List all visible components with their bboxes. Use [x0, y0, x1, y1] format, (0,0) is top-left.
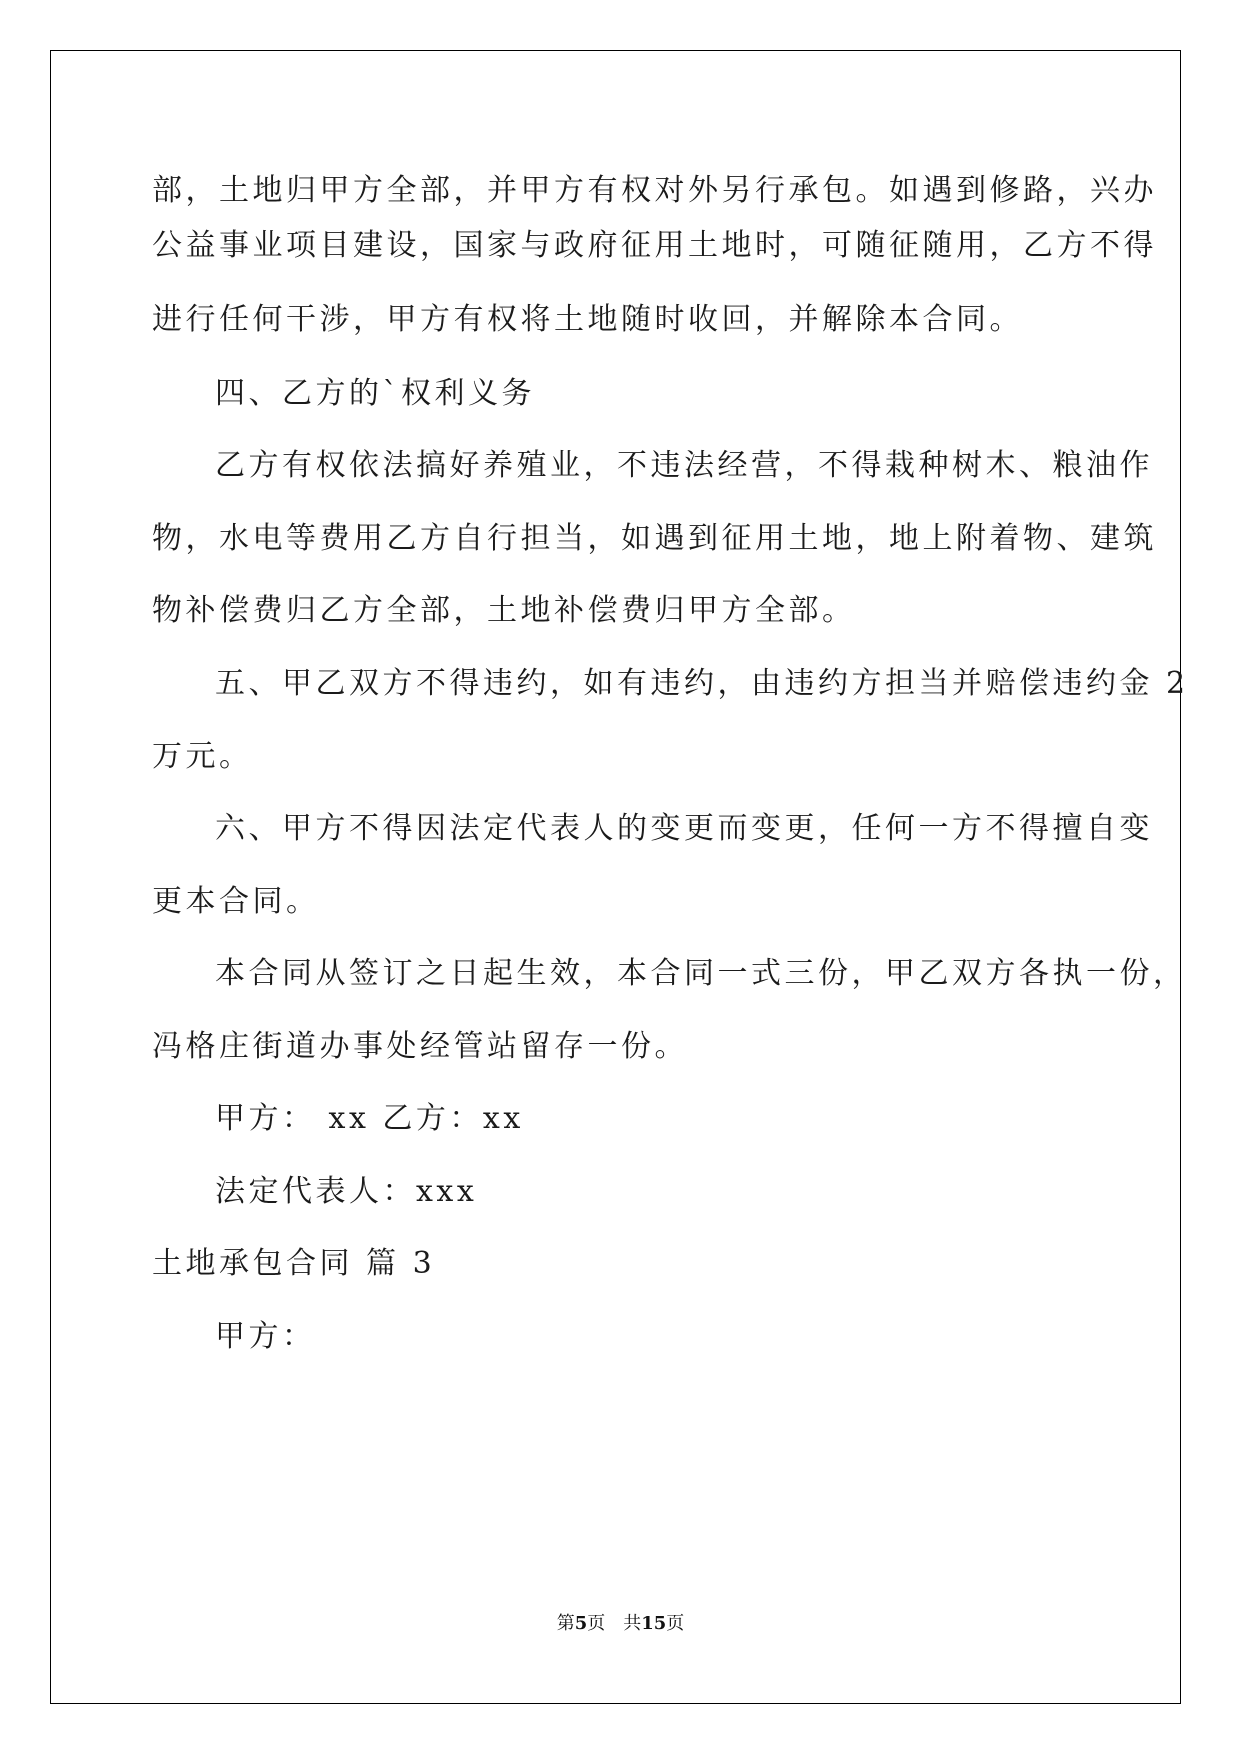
body-line: 乙方有权依法搞好养殖业，不违法经营，不得栽种树木、粮油作 [215, 448, 1153, 483]
legal-representative: 法定代表人：xxx [215, 1174, 478, 1209]
signature-parties: 甲方： xx 乙方：xx [215, 1101, 524, 1136]
body-line: 五、甲乙双方不得违约，如有违约，由违约方担当并赔偿违约金 2 [215, 666, 1189, 701]
body-line: 更本合同。 [152, 884, 320, 919]
page-number: 第5页 共15页 [556, 1613, 685, 1634]
body-line: 六、甲方不得因法定代表人的变更而变更，任何一方不得擅自变 [215, 811, 1153, 846]
body-line: 冯格庄街道办事处经管站留存一份。 [152, 1029, 688, 1064]
body-line: 公益事业项目建设，国家与政府征用土地时，可随征随用，乙方不得 [152, 228, 1157, 263]
body-line: 进行任何干涉，甲方有权将土地随时收回，并解除本合同。 [152, 302, 1023, 337]
party-a-label: 甲方： [215, 1319, 316, 1354]
page-border [50, 50, 1181, 1704]
contract-title: 土地承包合同 篇 3 [152, 1246, 436, 1281]
body-line: 部，土地归甲方全部，并甲方有权对外另行承包。如遇到修路，兴办 [152, 173, 1157, 208]
body-line: 本合同从签订之日起生效，本合同一式三份，甲乙双方各执一份， [215, 956, 1187, 991]
body-line: 物补偿费归乙方全部，土地补偿费归甲方全部。 [152, 593, 856, 628]
section-heading: 四、乙方的`权利义务 [215, 376, 535, 411]
body-line: 物，水电等费用乙方自行担当，如遇到征用土地，地上附着物、建筑 [152, 521, 1157, 556]
body-line: 万元。 [152, 739, 253, 774]
